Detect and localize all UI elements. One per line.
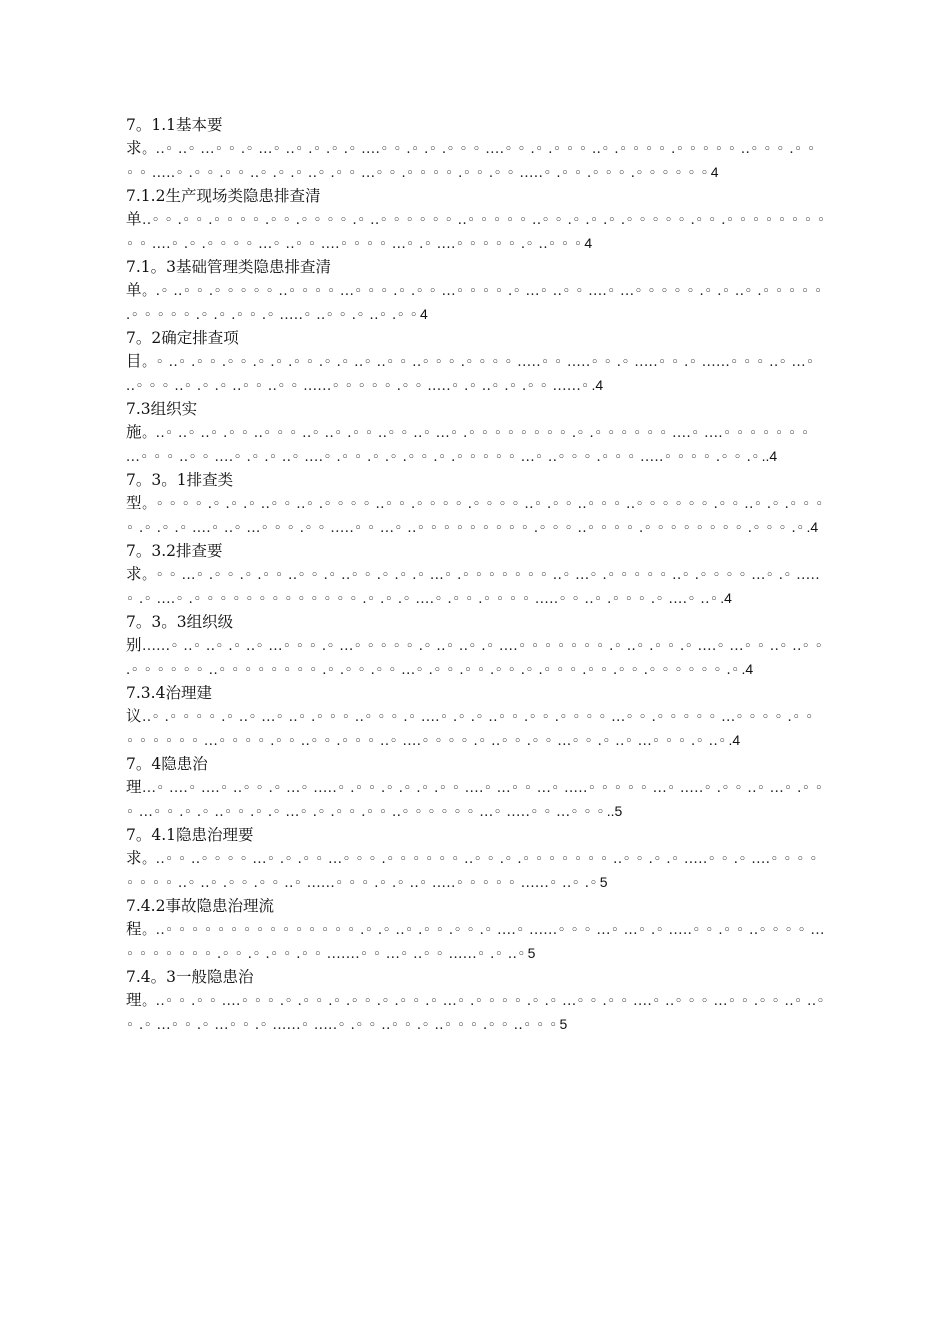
toc-entry-title-continuation: 别	[126, 636, 143, 654]
toc-entry-title: 7。3.2排查要	[126, 542, 223, 560]
toc-entry-title: 7.1.2生产现场类隐患排查清	[126, 187, 321, 205]
toc-entry[interactable]	[126, 611, 826, 682]
toc-entry-title: 7。3。1排查类	[126, 471, 234, 489]
toc-entry-leader-line	[126, 279, 826, 327]
toc-entry[interactable]	[126, 398, 826, 469]
toc-entry-title: 7。2确定排查项	[126, 329, 239, 347]
toc-page-number: 4	[584, 235, 593, 251]
toc-entry-title: 7。3。3组织级	[126, 613, 234, 631]
toc-entry-leader-line	[126, 208, 826, 256]
toc-entry-leader-line	[126, 350, 826, 398]
toc-entry-title-continuation: 型	[126, 494, 143, 512]
toc-page-number: 4	[420, 306, 428, 322]
toc-dot-leader: ..◦ ◦ .◦ ◦ .◦ ◦ ◦ ◦ .◦ ◦ .◦ ◦ ◦ ◦ .◦ ..◦ ◦ ◦ ◦ ◦ ◦ ..◦ ◦ ◦ ◦ ◦ ..◦ ◦ .◦ .◦ .◦ .◦ ◦ ◦ ◦ ◦ .◦ ◦ .◦ ◦ ◦ ◦ ◦ ◦ ◦ ◦ ◦ ◦ ....◦ .◦ .◦ ◦ ◦ ◦ ...◦ ..◦ ◦ ....◦ ◦ ◦ ◦ ...◦ .◦ ....◦ ◦ ◦ ◦ ◦ .◦ ..◦ ◦ ◦	[126, 213, 826, 252]
toc-entry-title: 7.3.4治理建	[126, 684, 212, 702]
toc-page-number: .4	[728, 732, 741, 748]
toc-page-number: 5	[559, 1016, 568, 1032]
toc-dot-leader: 。..◦ ..◦ ..◦ .◦ ◦ ..◦ ◦ ◦ ..◦ ..◦ .◦ ◦ ..◦ ◦ ..◦ ...◦ .◦ ◦ ◦ ◦ ◦ ◦ ◦ ◦ .◦ .◦ ◦ ◦ ◦ ◦ ◦ ....◦ ....◦ ◦ ◦ ◦ ◦ ◦ ◦ ...◦ ◦ ◦ ..◦ ◦ ....◦ .◦ .◦ ..◦ ....◦ .◦ ◦ .◦ .◦ .◦ ◦ .◦ .◦ ◦ ◦ ◦ ◦ ...◦ ..◦ ◦ ◦ .◦ ◦ ◦ .....◦ ◦ ◦ ◦ .◦ ◦ .◦	[126, 426, 810, 465]
toc-entry-title-continuation: 理	[126, 778, 143, 796]
toc-entry[interactable]	[126, 895, 826, 966]
toc-entry-title-continuation: 求	[126, 139, 143, 157]
toc-page-number: .4	[741, 661, 754, 677]
toc-page-number: .4	[806, 519, 819, 535]
toc-entry[interactable]	[126, 753, 826, 824]
toc-entry-leader-line	[126, 492, 826, 540]
toc-entry-title-continuation: 求	[126, 565, 143, 583]
toc-entry-leader-line	[126, 776, 826, 824]
toc-entry-leader-line	[126, 421, 826, 469]
toc-entry[interactable]	[126, 824, 826, 895]
toc-entry-leader-line	[126, 563, 826, 611]
toc-entry-leader-line	[126, 137, 826, 185]
toc-entry-title: 7.1。3基础管理类隐患排查清	[126, 258, 332, 276]
toc-dot-leader: ..◦ .◦ ◦ ◦ ◦ .◦ ..◦ ...◦ ..◦ .◦ ◦ ◦ ..◦ ◦ ◦ .◦ ....◦ .◦ .◦ ..◦ ◦ .◦ ◦ .◦ ◦ ◦ ◦ ...◦ ◦ .◦ ◦ ◦ ◦ ◦ ...◦ ◦ ◦ ◦ .◦ ◦ ◦ ◦ ◦ ◦ ◦ ◦ ...◦ ◦ ◦ ◦ .◦ ◦ ..◦ ◦ .◦ ◦ ◦ ..◦ ....◦ ◦ ◦ ◦ .◦ ..◦ ◦ .◦ ◦ ...◦ ◦ .◦ ..◦ ...◦ ◦ ◦ .◦ ..◦	[126, 710, 814, 749]
toc-entry-title: 7。4.1隐患治理要	[126, 826, 254, 844]
toc-entry-title-continuation: 议	[126, 707, 143, 725]
toc-dot-leader: 。..◦ ..◦ ...◦ ◦ .◦ ...◦ ..◦ .◦ .◦ .◦ ....◦ ◦ .◦ .◦ .◦ ◦ ◦ ....◦ ◦ .◦ .◦ ◦ ◦ ..◦ .◦ ◦ ◦ ◦ .◦ ◦ ◦ ◦ ◦ ..◦ ◦ ◦ .◦ ◦ ◦ ◦ .....◦ .◦ ◦ .◦ ◦ ..◦ .◦ .◦ ..◦ .◦ ◦ ...◦ ◦ .◦ ◦ ◦ ◦ .◦ ◦ .◦ ◦ .....◦ .◦ ◦ .◦ ◦ ◦ .◦ ◦ ◦ ◦ ◦ ◦	[126, 142, 816, 181]
toc-page-number: .4	[720, 590, 732, 606]
toc-entry-title-continuation: 单	[126, 281, 143, 299]
toc-entry[interactable]	[126, 966, 826, 1037]
toc-dot-leader: 。◦ ..◦ .◦ ◦ .◦ ◦ .◦ .◦ .◦ ◦ .◦ .◦ ..◦ ..◦ ◦ ..◦ ◦ ◦ .◦ ◦ ◦ ◦ .....◦ ◦ .....◦ ◦ .◦ .....◦ ◦ .◦ ......◦ ◦ ◦ ..◦ ...◦ ..◦ ◦ ◦ ..◦ .◦ .◦ ..◦ ◦ ..◦ ◦ ......◦ ◦ ◦ ◦ ◦ .◦ ◦ .....◦ .◦ ..◦ .◦ .◦ ◦ ......◦	[126, 355, 815, 394]
toc-entry-title-continuation: 单	[126, 210, 143, 228]
toc-entry-leader-line	[126, 989, 826, 1037]
toc-dot-leader: 。◦ ◦ ...◦ .◦ ◦ .◦ .◦ ◦ ..◦ ◦ .◦ ..◦ ◦ .◦ .◦ .◦ ...◦ .◦ ◦ ◦ ◦ ◦ ◦ ◦ ..◦ ...◦ .◦ ◦ ◦ ◦ ◦ ..◦ .◦ ◦ ◦ ◦ ...◦ .◦ .....◦ .◦ ....◦ .◦ ◦ ◦ ◦ ◦ ◦ ◦ ◦ ◦ ◦ ◦ ◦ ◦ .◦ .◦ .◦ ....◦ .◦ ◦ .◦ ◦ ◦ ◦ .....◦ ◦ ..◦ .◦ ◦ ◦ .◦ ....◦ ..◦	[126, 568, 821, 607]
toc-entry-title-continuation: 程	[126, 920, 143, 938]
toc-entry[interactable]	[126, 682, 826, 753]
toc-entry-title: 7.4.2事故隐患治理流	[126, 897, 274, 915]
toc-entry-title: 7.4。3一般隐患治	[126, 968, 254, 986]
toc-entry-title-continuation: 求	[126, 849, 143, 867]
toc-entry[interactable]	[126, 114, 826, 185]
toc-dot-leader: 。.◦ ..◦ ◦ .◦ ◦ ◦ ◦ ◦ ..◦ ◦ ◦ ◦ ...◦ ◦ ◦ .◦ .◦ ◦ ...◦ ◦ ◦ ◦ .◦ ...◦ ..◦ ◦ ....◦ ...◦ ◦ ◦ ◦ ◦ .◦ .◦ ..◦ .◦ ◦ ◦ ◦ ◦ .◦ ◦ ◦ ◦ ◦ .◦ .◦ .◦ ◦ .◦ .....◦ ..◦ ◦ .◦ ..◦ .◦ ◦	[126, 284, 823, 323]
toc-entry-title-continuation: 理	[126, 991, 143, 1009]
toc-entry[interactable]	[126, 540, 826, 611]
toc-entry-leader-line	[126, 847, 826, 895]
toc-dot-leader: 。..◦ ◦ ◦ ◦ ◦ ◦ ◦ ◦ ◦ ◦ ◦ ◦ ◦ ◦ ◦ .◦ .◦ ..◦ .◦ ◦ .◦ ◦ .◦ ....◦ ......◦ ◦ ◦ ...◦ ...◦ .◦ .....◦ ◦ .◦ ◦ ..◦ ◦ ◦ ◦ ...◦ ◦ ◦ ◦ ◦ ◦ ◦ .◦ ◦ .◦ .◦ ◦ .◦ ◦ .......◦ ◦ ...◦ ..◦ ◦ ......◦ .◦ ..◦	[126, 923, 825, 962]
toc-entry[interactable]	[126, 185, 826, 256]
toc-entry-leader-line	[126, 918, 826, 966]
toc-entry-title: 7.3组织实	[126, 400, 198, 418]
table-of-contents	[126, 114, 826, 1037]
toc-entry-title: 7。4隐患治	[126, 755, 208, 773]
toc-entry[interactable]	[126, 256, 826, 327]
toc-entry-leader-line	[126, 634, 826, 682]
toc-entry-title: 7。1.1基本要	[126, 116, 223, 134]
toc-dot-leader: 。◦ ◦ ◦ ◦ .◦ .◦ .◦ ..◦ ◦ ..◦ .◦ ◦ ◦ ◦ ..◦ ◦ .◦ ◦ ◦ ◦ .◦ ◦ ◦ ◦ ..◦ .◦ ◦ ..◦ ◦ ◦ ..◦ ◦ ◦ ◦ ◦ ◦ .◦ ◦ ..◦ .◦ .◦ ◦ ◦ ◦ .◦ .◦ .◦ ....◦ ..◦ ...◦ ◦ ◦ .◦ ◦ .....◦ ◦ ...◦ ..◦ ◦ ◦ ◦ ◦ ◦ ◦ ◦ ◦ .◦ ◦ ◦ ..◦ ◦ ◦ ◦ .◦ ◦ ◦ ◦ ◦ ◦ ◦ ◦ .◦ ◦ ◦ .◦	[126, 497, 824, 536]
toc-dot-leader: ...◦ ....◦ ....◦ ..◦ ◦ .◦ ...◦ .....◦ .◦ ◦ .◦ .◦ .◦ .◦ ◦ ....◦ ...◦ ◦ ...◦ .....◦ ◦ ◦ ◦ ◦ ...◦ .....◦ .◦ ◦ ..◦ ...◦ .◦ ◦ ◦ ...◦ ◦ .◦ .◦ ..◦ ◦ .◦ .◦ ...◦ .◦ .◦ ◦ .◦ ◦ ..◦ ◦ ◦ ◦ ◦ ◦ ...◦ .....◦ ◦ ...◦ ◦ ◦	[126, 781, 824, 820]
toc-entry-leader-line	[126, 705, 826, 753]
toc-entry-title-continuation: 施	[126, 423, 143, 441]
toc-page-number: 5	[527, 945, 536, 961]
toc-entry-title-continuation: 目	[126, 352, 143, 370]
toc-page-number: 5	[599, 874, 608, 890]
toc-dot-leader: 。..◦ ◦ ..◦ ◦ ◦ ◦ ...◦ .◦ .◦ ◦ ...◦ ◦ ◦ .◦ ◦ ◦ ◦ ◦ ◦ ..◦ ◦ .◦ .◦ ◦ ◦ ◦ ◦ ◦ ◦ ..◦ ◦ .◦ .◦ .....◦ ◦ .◦ ....◦ ◦ ◦ ◦ ◦ ◦ ◦ ◦ ..◦ ..◦ .◦ ◦ .◦ ◦ ..◦ ......◦ ◦ ◦ .◦ .◦ ..◦ .....◦ ◦ ◦ ◦ ◦ ......◦ ..◦ .◦	[126, 852, 818, 891]
toc-page-number: ..4	[761, 448, 778, 464]
toc-page-number: ..5	[606, 803, 623, 819]
toc-entry[interactable]	[126, 327, 826, 398]
toc-dot-leader: 。..◦ ◦ .◦ ◦ ....◦ ◦ ◦ .◦ .◦ ◦ .◦ .◦ ◦ .◦ .◦ ◦ .◦ ...◦ .◦ ◦ ◦ ◦ .◦ .◦ ...◦ ◦ .◦ ◦ ....◦ ..◦ ◦ ◦ ...◦ ◦ .◦ ◦ ..◦ ..◦ ◦ .◦ ...◦ ◦ .◦ ...◦ ◦ .◦ ......◦ .....◦ .◦ ◦ ..◦ ◦ .◦ ..◦ ◦ ◦ .◦ ◦ ..◦ ◦ ◦	[126, 994, 825, 1033]
toc-dot-leader: ......◦ ..◦ ..◦ .◦ ..◦ ...◦ ◦ ◦ .◦ ...◦ ◦ ◦ ◦ ◦ .◦ ..◦ ..◦ .◦ ....◦ ◦ ◦ ◦ ◦ ◦ ◦ .◦ ..◦ .◦ ◦ .◦ ....◦ ...◦ ◦ ..◦ ..◦ ◦ .◦ ◦ ◦ ◦ ◦ ◦ ..◦ ◦ ◦ ◦ ◦ ◦ ◦ ◦ .◦ .◦ ◦ .◦ ◦ ...◦ .◦ ◦ .◦ ◦ .◦ ◦ .◦ .◦ ◦ ◦ .◦ ◦ .◦ ◦ .◦ ◦ ◦ ◦ ◦ ◦ .◦	[126, 639, 824, 678]
toc-page-number: .4	[591, 377, 604, 393]
toc-page-number: 4	[710, 164, 719, 180]
toc-entry[interactable]	[126, 469, 826, 540]
